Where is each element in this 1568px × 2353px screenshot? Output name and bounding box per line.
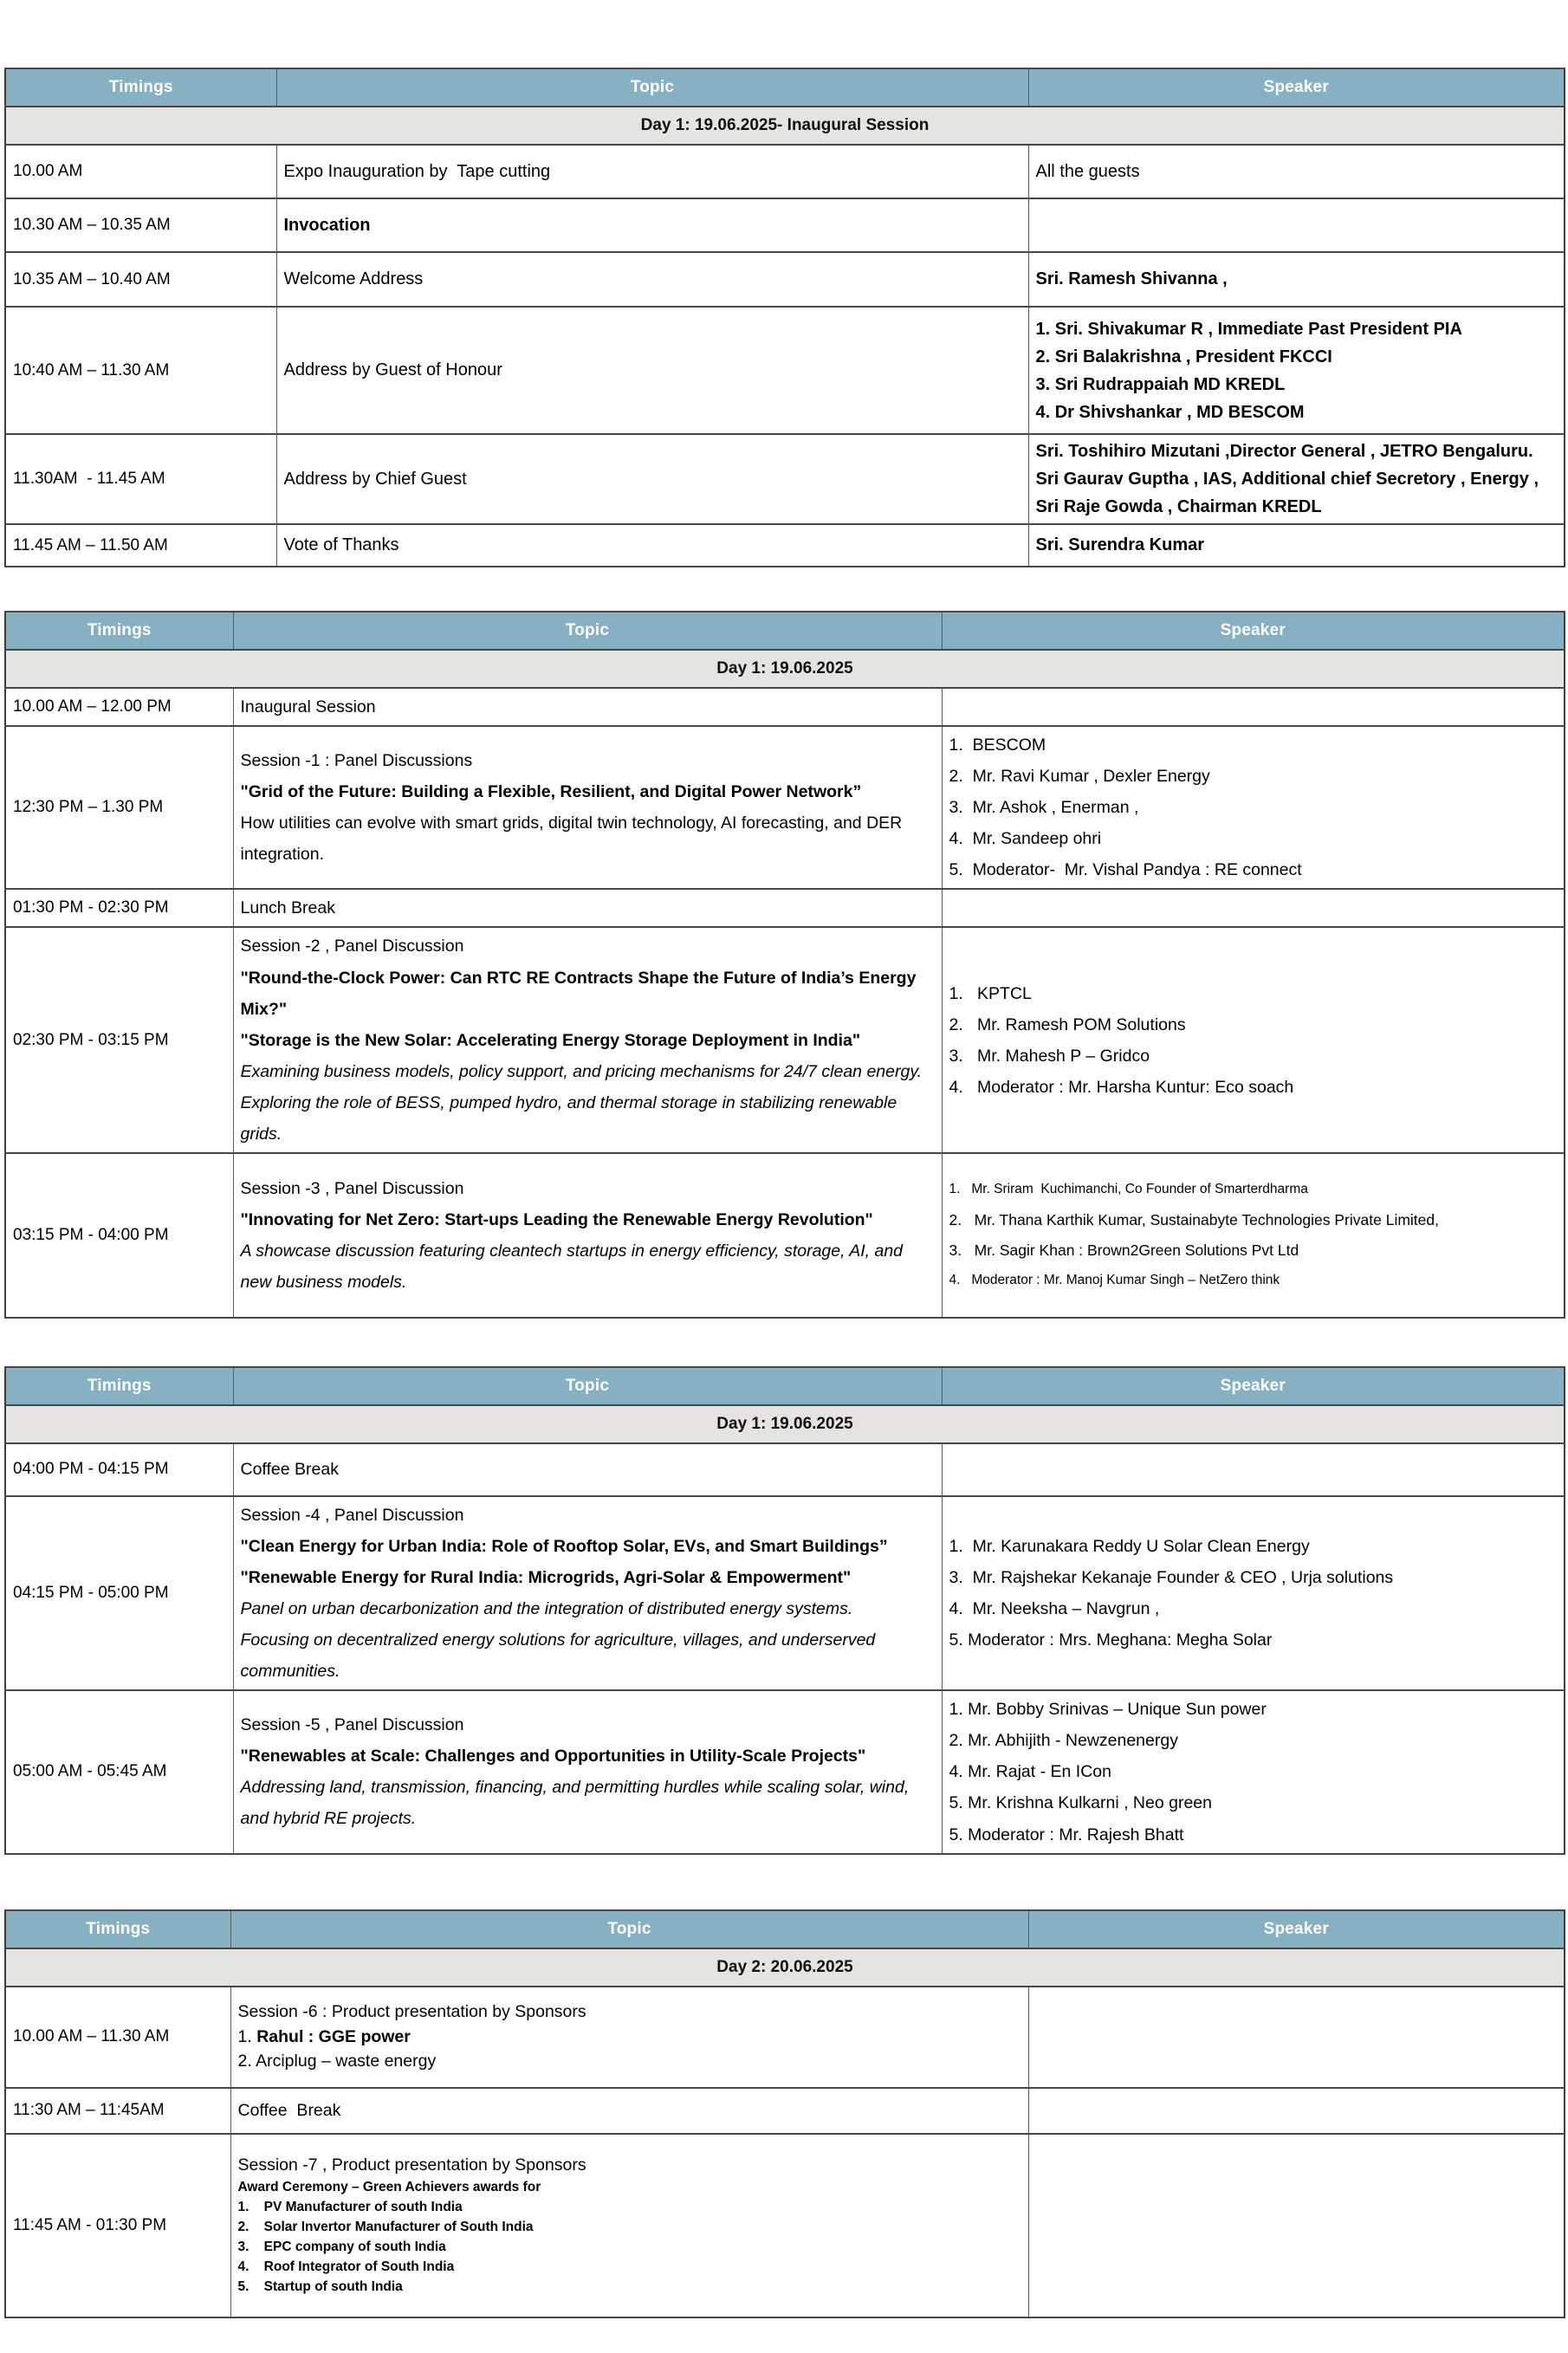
day-header: Day 1: 19.06.2025 (5, 650, 1565, 688)
topic-cell (233, 927, 942, 1152)
table-header (5, 1367, 1565, 1405)
text-line: 3. Mr. Ashok , Enerman , (949, 798, 1139, 818)
schedule-table-day2 (4, 1909, 1565, 2318)
text-line: Addressing land, transmission, financing, and permitting hurdles while scaling solar, wind, and hybrid RE projects. (240, 1778, 914, 1829)
speaker-cell (942, 1496, 1565, 1690)
table-row (5, 524, 1565, 567)
timing-cell: 10.00 AM (5, 145, 276, 198)
text-line: How utilities can evolve with smart grids, digital twin technology, AI forecasting, and DER integration. (240, 814, 907, 865)
text-line: Welcome Address (283, 269, 424, 288)
table-row (5, 927, 1565, 1152)
text-line: 5. Mr. Krishna Kulkarni , Neo green (949, 1793, 1212, 1813)
text-line: 2. Mr. Thana Karthik Kumar, Sustainabyte Technologies Private Limited, (949, 1210, 1439, 1228)
timing-cell: 11:30 AM – 11:45AM (5, 2088, 230, 2134)
text-line: Focusing on decentralized energy solutions for agriculture, villages, and underserved communities. (240, 1630, 880, 1682)
text-line: Address by Chief Guest (283, 469, 467, 489)
text-line: All the guests (1035, 161, 1140, 181)
text-line: Session -2 , Panel Discussion (240, 937, 464, 956)
text-line: 5. Moderator : Mr. Rajesh Bhatt (949, 1825, 1184, 1844)
column-header-speaker: Speaker (942, 1367, 1565, 1405)
text-line: 1. Sri. Shivakumar R , Immediate Past President PIA (1035, 319, 1462, 339)
topic-cell (276, 145, 1028, 198)
column-header-timings: Timings (5, 68, 276, 107)
text-line: Session -3 , Panel Discussion (240, 1178, 464, 1198)
topic-cell (230, 1987, 1028, 2088)
header-row (5, 1910, 1565, 1948)
speaker-cell (1028, 2088, 1565, 2134)
text-line: "Grid of the Future: Building a Flexible, Resilient, and Digital Power Network” (240, 782, 862, 802)
text-line: Vote of Thanks (283, 535, 399, 554)
column-header-speaker: Speaker (1028, 1910, 1565, 1948)
timing-cell: 10:40 AM – 11.30 AM (5, 307, 276, 434)
timing-cell: 11:45 AM - 01:30 PM (5, 2134, 230, 2317)
topic-cell (276, 252, 1028, 307)
topic-cell (230, 2088, 1028, 2134)
table-row (5, 1496, 1565, 1690)
text-line: 2. Arciplug – waste energy (237, 2052, 437, 2071)
topic-cell (233, 1496, 942, 1690)
text-line: Sri. Ramesh Shivanna , (1035, 269, 1228, 288)
table-body (5, 1405, 1565, 1854)
table-header (5, 68, 1565, 107)
text-line: "Renewable Energy for Rural India: Microgrids, Agri-Solar & Empowerment" (240, 1568, 852, 1587)
text-line: Sri Raje Gowda , Chairman KREDL (1035, 497, 1322, 516)
topic-cell (233, 688, 942, 726)
timing-cell: 04:15 PM - 05:00 PM (5, 1496, 233, 1690)
table-body (5, 107, 1565, 567)
text-line: 1. PV Manufacturer of south India (237, 2200, 463, 2215)
text-line: Sri. Surendra Kumar (1035, 535, 1205, 554)
text-line: 4. Mr. Rajat - En ICon (949, 1762, 1111, 1782)
text-line: Lunch Break (240, 898, 335, 918)
text-line: 1. BESCOM (949, 736, 1046, 755)
timing-cell: 10.00 AM – 11.30 AM (5, 1987, 230, 2088)
topic-cell (230, 2134, 1028, 2317)
timing-cell: 10.30 AM – 10.35 AM (5, 198, 276, 252)
text-line: Inaugural Session (240, 697, 376, 716)
text-line: 1. Mr. Sriram Kuchimanchi, Co Founder of Smarterdharma (949, 1182, 1308, 1196)
speaker-cell (1028, 198, 1565, 252)
schedule-table-day1-sessions-1-3 (4, 611, 1565, 1319)
table-section-1 (4, 68, 1564, 567)
table-section-4 (4, 1909, 1564, 2318)
timing-cell: 11.45 AM – 11.50 AM (5, 524, 276, 567)
speaker-cell (942, 1690, 1565, 1853)
table-row (5, 889, 1565, 927)
text-line: 4. Mr. Sandeep ohri (949, 829, 1102, 849)
table-row (5, 1987, 1565, 2088)
text-line: "Innovating for Net Zero: Start-ups Leading the Renewable Energy Revolution" (240, 1209, 873, 1229)
text-line: 3. Mr. Mahesh P – Gridco (949, 1046, 1150, 1066)
speaker-cell (1028, 524, 1565, 567)
schedule-table-day1-inaugural (4, 68, 1565, 567)
timing-cell: 10.00 AM – 12.00 PM (5, 688, 233, 726)
day-header-row (5, 650, 1565, 688)
timing-cell: 02:30 PM - 03:15 PM (5, 927, 233, 1152)
text-line: 3. Mr. Sagir Khan : Brown2Green Solutions Pvt Ltd (949, 1241, 1299, 1259)
table-row (5, 252, 1565, 307)
table-row (5, 145, 1565, 198)
table-row (5, 2088, 1565, 2134)
table-body (5, 650, 1565, 1318)
table-row (5, 726, 1565, 889)
text-line: Session -6 : Product presentation by Sponsors (237, 2001, 586, 2021)
speaker-cell (942, 889, 1565, 927)
text-line: 5. Startup of south India (237, 2278, 403, 2294)
text-line: 1. Mr. Karunakara Reddy U Solar Clean Energy (949, 1536, 1310, 1556)
topic-cell (276, 434, 1028, 524)
speaker-cell (1028, 252, 1565, 307)
text-line: "Storage is the New Solar: Accelerating Energy Storage Deployment in India" (240, 1030, 861, 1050)
schedule-table-day1-sessions-4-5 (4, 1366, 1565, 1855)
speaker-cell (1028, 434, 1565, 524)
table-body (5, 1948, 1565, 2317)
speaker-cell (942, 927, 1565, 1152)
timing-cell: 11.30AM - 11.45 AM (5, 434, 276, 524)
day-header: Day 2: 20.06.2025 (5, 1948, 1565, 1987)
speaker-cell (942, 688, 1565, 726)
text-line: Exploring the role of BESS, pumped hydro, and thermal storage in stabilizing renewable grids. (240, 1092, 902, 1144)
text-line: "Renewables at Scale: Challenges and Opportunities in Utility-Scale Projects" (240, 1747, 866, 1766)
column-header-timings: Timings (5, 612, 233, 650)
topic-cell (276, 198, 1028, 252)
text-line: 4. Mr. Neeksha – Navgrun , (949, 1599, 1160, 1619)
topic-cell (233, 1690, 942, 1853)
text-line: 3. EPC company of south India (237, 2239, 446, 2254)
table-row (5, 1153, 1565, 1318)
text-line: Coffee Break (240, 1460, 339, 1480)
text-line: 5. Moderator : Mrs. Meghana: Megha Solar (949, 1630, 1273, 1650)
text-line: Award Ceremony – Green Achievers awards for (237, 2180, 541, 2195)
column-header-speaker: Speaker (1028, 68, 1565, 107)
text-line: 2. Mr. Ravi Kumar , Dexler Energy (949, 767, 1210, 787)
text-line: 2. Sri Balakrishna , President FKCCI (1035, 347, 1332, 366)
header-row (5, 612, 1565, 650)
text-line: A showcase discussion featuring cleantech startups in energy efficiency, storage, AI, and new business models. (240, 1241, 908, 1292)
column-header-topic: Topic (276, 68, 1028, 107)
speaker-cell (1028, 2134, 1565, 2317)
text-line: 1. KPTCL (949, 983, 1032, 1003)
text-line: Session -5 , Panel Discussion (240, 1715, 464, 1735)
topic-cell (233, 889, 942, 927)
day-header-row (5, 1405, 1565, 1443)
text-line: "Round-the-Clock Power: Can RTC RE Contracts Shape the Future of India’s Energy Mix?" (240, 968, 921, 1019)
text-line: 1. Mr. Bobby Srinivas – Unique Sun power (949, 1700, 1267, 1720)
table-row (5, 198, 1565, 252)
table-header (5, 1910, 1565, 1948)
topic-cell (276, 524, 1028, 567)
timing-cell: 04:00 PM - 04:15 PM (5, 1443, 233, 1496)
text-line: 5. Moderator- Mr. Vishal Pandya : RE connect (949, 860, 1302, 880)
text-line: 2. Solar Invertor Manufacturer of South India (237, 2220, 534, 2235)
text-line: Coffee Break (237, 2101, 341, 2121)
text-line: Examining business models, policy support, and pricing mechanisms for 24/7 clean energy. (240, 1061, 923, 1081)
timing-cell: 10.35 AM – 10.40 AM (5, 252, 276, 307)
topic-cell (233, 1443, 942, 1496)
speaker-cell (942, 726, 1565, 889)
table-row (5, 434, 1565, 524)
column-header-topic: Topic (233, 1367, 942, 1405)
table-section-3 (4, 1366, 1564, 1855)
list-number: 1. (237, 2026, 257, 2046)
header-row (5, 1367, 1565, 1405)
text-line: 4. Dr Shivshankar , MD BESCOM (1035, 402, 1305, 422)
speaker-cell (1028, 307, 1565, 434)
timing-cell: 12:30 PM – 1.30 PM (5, 726, 233, 889)
table-row (5, 1443, 1565, 1496)
text-line: Address by Guest of Honour (283, 360, 502, 379)
text-line: Session -1 : Panel Discussions (240, 751, 473, 771)
timing-cell: 05:00 AM - 05:45 AM (5, 1690, 233, 1853)
table-row (5, 307, 1565, 434)
day-header-row (5, 1948, 1565, 1987)
text-line: "Clean Energy for Urban India: Role of Rooftop Solar, EVs, and Smart Buildings” (240, 1536, 888, 1556)
text-line: Panel on urban decarbonization and the integration of distributed energy systems. (240, 1599, 853, 1619)
text-line: Sri Gaurav Guptha , IAS, Additional chief Secretory , Energy , (1035, 470, 1539, 489)
text-line: Expo Inauguration by Tape cutting (283, 161, 551, 181)
topic-cell (233, 726, 942, 889)
topic-cell (233, 1153, 942, 1318)
text-line: 4. Roof Integrator of South India (237, 2259, 455, 2274)
speaker-cell (942, 1443, 1565, 1496)
text-line (238, 2025, 1021, 2050)
column-header-speaker: Speaker (942, 612, 1565, 650)
speaker-cell (1028, 145, 1565, 198)
header-row (5, 68, 1565, 107)
column-header-topic: Topic (230, 1910, 1028, 1948)
table-row (5, 2134, 1565, 2317)
column-header-timings: Timings (5, 1910, 230, 1948)
speaker-cell (942, 1153, 1565, 1318)
day-header: Day 1: 19.06.2025 (5, 1405, 1565, 1443)
day-header: Day 1: 19.06.2025- Inaugural Session (5, 107, 1565, 145)
text-line: Invocation (283, 215, 371, 235)
text-line: 2. Mr. Ramesh POM Solutions (949, 1014, 1186, 1034)
event-schedule-document (4, 68, 1564, 2318)
text-line: 3. Sri Rudrappaiah MD KREDL (1035, 374, 1286, 394)
text-line: Session -4 , Panel Discussion (240, 1505, 464, 1525)
table-row (5, 688, 1565, 726)
day-header-row (5, 107, 1565, 145)
speaker-cell (1028, 1987, 1565, 2088)
text-line: 3. Mr. Rajshekar Kekanaje Founder & CEO , Urja solutions (949, 1568, 1394, 1587)
text-line: Session -7 , Product presentation by Sponsors (237, 2155, 586, 2175)
text-line: 4. Moderator : Mr. Manoj Kumar Singh – NetZero think (949, 1272, 1280, 1287)
column-header-timings: Timings (5, 1367, 233, 1405)
text-line: 2. Mr. Abhijith - Newzenenergy (949, 1731, 1178, 1751)
text-line: Sri. Toshihiro Mizutani ,Director General , JETRO Bengaluru. (1035, 442, 1533, 461)
topic-cell (276, 307, 1028, 434)
table-header (5, 612, 1565, 650)
text-line: 4. Moderator : Mr. Harsha Kuntur: Eco soach (949, 1077, 1294, 1097)
table-section-2 (4, 611, 1564, 1319)
line-text: Rahul : GGE power (256, 2026, 411, 2046)
table-row (5, 1690, 1565, 1853)
timing-cell: 01:30 PM - 02:30 PM (5, 889, 233, 927)
column-header-topic: Topic (233, 612, 942, 650)
timing-cell: 03:15 PM - 04:00 PM (5, 1153, 233, 1318)
